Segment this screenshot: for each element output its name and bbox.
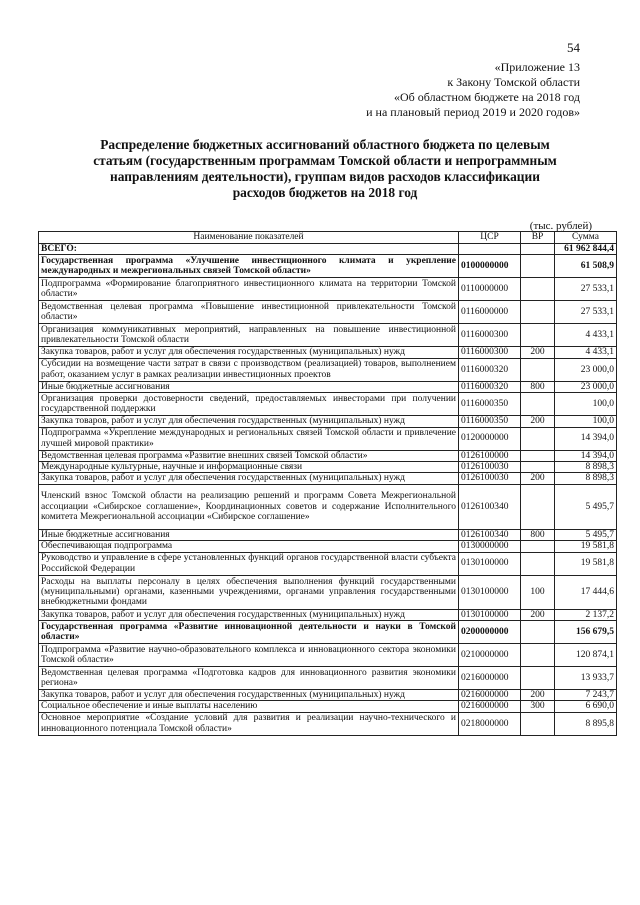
row-name-cell: Ведомственная целевая программа «Подготовка кадров для инновационного развития экономики региона»: [39, 667, 459, 690]
appendix-line: и на плановый период 2019 и 2020 годов»: [366, 105, 580, 119]
table-row: [39, 609, 617, 620]
row-sum-cell: 156 679,5: [555, 621, 617, 644]
row-csr-cell: 0130100000: [459, 552, 521, 575]
row-name-cell: Организация коммуникативных мероприятий, направленных на повышение инвестиционной привлекательности Томской области: [39, 324, 459, 347]
row-csr-cell: 0130100000: [459, 575, 521, 609]
row-name-cell: Ведомственная целевая программа «Развитие внешних связей Томской области»: [39, 450, 459, 461]
row-name-cell: Подпрограмма «Формирование благоприятного инвестиционного климата на территории Томской области»: [39, 278, 459, 301]
row-vr-cell: [521, 667, 555, 690]
header-name: Наименование показателей: [39, 232, 459, 244]
row-name-cell: Закупка товаров, работ и услуг для обеспечения государственных (муниципальных) нужд: [39, 416, 459, 427]
row-csr-cell: 0210000000: [459, 644, 521, 667]
row-csr-cell: 0116000320: [459, 381, 521, 392]
table-row: [39, 473, 617, 484]
row-name-cell: Иные бюджетные ассигнования: [39, 381, 459, 392]
row-csr-cell: 0126100000: [459, 450, 521, 461]
row-vr-cell: [521, 644, 555, 667]
row-vr-cell: [521, 278, 555, 301]
row-sum-cell: 27 533,1: [555, 278, 617, 301]
row-sum-cell: 5 495,7: [555, 529, 617, 540]
row-vr-cell: [521, 621, 555, 644]
budget-table: [38, 231, 617, 736]
table-row: [39, 529, 617, 540]
row-sum-cell: 14 394,0: [555, 427, 617, 450]
row-sum-cell: 27 533,1: [555, 301, 617, 324]
row-name-cell: Закупка товаров, работ и услуг для обеспечения государственных (муниципальных) нужд: [39, 690, 459, 701]
row-vr-cell: 300: [521, 701, 555, 712]
table-row: [39, 484, 617, 529]
table-row: [39, 712, 617, 735]
row-vr-cell: [521, 712, 555, 735]
table-row: [39, 575, 617, 609]
row-sum-cell: 4 433,1: [555, 324, 617, 347]
row-csr-cell: 0216000000: [459, 701, 521, 712]
row-name-cell: ВСЕГО:: [39, 244, 459, 255]
row-name-cell: Основное мероприятие «Создание условий для развития и реализации научно-технического и инновационного потенциала Томской области»: [39, 712, 459, 735]
row-sum-cell: 2 137,2: [555, 609, 617, 620]
appendix-line: «Приложение 13: [494, 60, 580, 74]
table-row: [39, 541, 617, 552]
row-vr-cell: [521, 462, 555, 473]
row-csr-cell: 0116000300: [459, 324, 521, 347]
page-number: 54: [567, 40, 580, 55]
table-row: [39, 552, 617, 575]
row-vr-cell: [521, 393, 555, 416]
row-sum-cell: 19 581,8: [555, 541, 617, 552]
row-sum-cell: 8 895,8: [555, 712, 617, 735]
row-name-cell: Государственная программа «Развитие инновационной деятельности и науки в Томской области»: [39, 621, 459, 644]
row-csr-cell: 0216000000: [459, 667, 521, 690]
header-csr: ЦСР: [459, 232, 521, 244]
row-csr-cell: 0126100340: [459, 529, 521, 540]
row-sum-cell: 61 962 844,4: [555, 244, 617, 255]
row-name-cell: Подпрограмма «Развитие научно-образовательного комплекса и инновационного сектора экономики Томской области»: [39, 644, 459, 667]
row-vr-cell: [521, 552, 555, 575]
appendix-line: к Закону Томской области: [447, 75, 580, 89]
row-csr-cell: 0130100000: [459, 609, 521, 620]
table-row: [39, 462, 617, 473]
table-row: [39, 427, 617, 450]
row-csr-cell: 0126100030: [459, 462, 521, 473]
row-vr-cell: [521, 358, 555, 381]
row-name-cell: Международные культурные, научные и информационные связи: [39, 462, 459, 473]
row-name-cell: Закупка товаров, работ и услуг для обеспечения государственных (муниципальных) нужд: [39, 347, 459, 358]
row-csr-cell: 0116000350: [459, 416, 521, 427]
row-name-cell: Иные бюджетные ассигнования: [39, 529, 459, 540]
row-csr-cell: [459, 244, 521, 255]
row-sum-cell: 8 898,3: [555, 473, 617, 484]
title-line: направлениям деятельности), группам видов расходов классификации: [110, 169, 540, 184]
row-vr-cell: [521, 484, 555, 529]
row-csr-cell: 0216000000: [459, 690, 521, 701]
row-vr-cell: [521, 255, 555, 278]
row-name-cell: Руководство и управление в сфере установленных функций органов государственной власти субъекта Российской Федерации: [39, 552, 459, 575]
table-body: [39, 244, 617, 736]
row-sum-cell: 13 933,7: [555, 667, 617, 690]
row-csr-cell: 0100000000: [459, 255, 521, 278]
row-sum-cell: 19 581,8: [555, 552, 617, 575]
row-vr-cell: 200: [521, 473, 555, 484]
row-sum-cell: 4 433,1: [555, 347, 617, 358]
row-vr-cell: 200: [521, 416, 555, 427]
table-header-row: [39, 232, 617, 244]
row-vr-cell: 100: [521, 575, 555, 609]
table-row: [39, 667, 617, 690]
row-csr-cell: 0116000350: [459, 393, 521, 416]
row-name-cell: Закупка товаров, работ и услуг для обеспечения государственных (муниципальных) нужд: [39, 609, 459, 620]
row-sum-cell: 17 444,6: [555, 575, 617, 609]
row-csr-cell: 0116000000: [459, 301, 521, 324]
row-csr-cell: 0126100030: [459, 473, 521, 484]
table-row: [39, 278, 617, 301]
row-sum-cell: 23 000,0: [555, 381, 617, 392]
table-row: [39, 690, 617, 701]
table-row: [39, 416, 617, 427]
row-vr-cell: [521, 427, 555, 450]
table-row: [39, 450, 617, 461]
table-row: [39, 244, 617, 255]
header-vr: ВР: [521, 232, 555, 244]
row-sum-cell: 100,0: [555, 416, 617, 427]
row-name-cell: Обеспечивающая подпрограмма: [39, 541, 459, 552]
table-row: [39, 301, 617, 324]
row-vr-cell: [521, 301, 555, 324]
row-sum-cell: 100,0: [555, 393, 617, 416]
row-name-cell: Организация проверки достоверности сведений, предоставляемых инвесторами при получении государственной поддержки: [39, 393, 459, 416]
row-sum-cell: 23 000,0: [555, 358, 617, 381]
row-csr-cell: 0200000000: [459, 621, 521, 644]
row-sum-cell: 120 874,1: [555, 644, 617, 667]
row-vr-cell: 200: [521, 690, 555, 701]
row-csr-cell: 0116000300: [459, 347, 521, 358]
row-vr-cell: 200: [521, 609, 555, 620]
row-csr-cell: 0116000320: [459, 358, 521, 381]
document-title: [80, 137, 570, 201]
row-sum-cell: 6 690,0: [555, 701, 617, 712]
row-vr-cell: 200: [521, 347, 555, 358]
row-vr-cell: [521, 324, 555, 347]
title-line: статьям (государственным программам Томской области и непрограммным: [93, 153, 557, 168]
row-sum-cell: 7 243,7: [555, 690, 617, 701]
row-name-cell: Государственная программа «Улучшение инвестиционного климата и укрепление международных и межрегиональных связей Томской области»: [39, 255, 459, 278]
row-vr-cell: 800: [521, 381, 555, 392]
header-sum: Сумма: [555, 232, 617, 244]
row-name-cell: Социальное обеспечение и иные выплаты населению: [39, 701, 459, 712]
row-name-cell: Членский взнос Томской области на реализацию решений и программ Совета Межрегиональной ассоциации «Сибирское соглашение», Координационных советов и содержание Исполнительного комитета Межрегиональной ассоциации «Сибирское соглашение»: [39, 484, 459, 529]
row-sum-cell: 14 394,0: [555, 450, 617, 461]
row-vr-cell: 800: [521, 529, 555, 540]
row-csr-cell: 0110000000: [459, 278, 521, 301]
appendix-line: «Об областном бюджете на 2018 год: [394, 90, 580, 104]
title-line: Распределение бюджетных ассигнований областного бюджета по целевым: [100, 137, 550, 152]
title-line: расходов бюджетов на 2018 год: [232, 185, 418, 200]
table-row: [39, 393, 617, 416]
row-csr-cell: 0126100340: [459, 484, 521, 529]
table-row: [39, 621, 617, 644]
table-row: [39, 347, 617, 358]
table-row: [39, 324, 617, 347]
row-csr-cell: 0218000000: [459, 712, 521, 735]
row-sum-cell: 61 508,9: [555, 255, 617, 278]
row-name-cell: Закупка товаров, работ и услуг для обеспечения государственных (муниципальных) нужд: [39, 473, 459, 484]
table-row: [39, 644, 617, 667]
table-row: [39, 381, 617, 392]
table-row: [39, 255, 617, 278]
row-name-cell: Ведомственная целевая программа «Повышение инвестиционной привлекательности Томской области»: [39, 301, 459, 324]
row-sum-cell: 8 898,3: [555, 462, 617, 473]
appendix-heading: [280, 60, 580, 120]
row-vr-cell: [521, 541, 555, 552]
row-name-cell: Расходы на выплаты персоналу в целях обеспечения выполнения функций государственными (муниципальными) органами, казенными учреждениями, органами управления государственными внебюджетными фондами: [39, 575, 459, 609]
row-sum-cell: 5 495,7: [555, 484, 617, 529]
units-label: (тыс. рублей): [529, 220, 592, 232]
row-vr-cell: [521, 244, 555, 255]
table-row: [39, 358, 617, 381]
row-csr-cell: 0130000000: [459, 541, 521, 552]
row-name-cell: Субсидии на возмещение части затрат в связи с производством (реализацией) товаров, выполнением работ, оказанием услуг в рамках реализации инвестиционных проектов: [39, 358, 459, 381]
table-row: [39, 701, 617, 712]
row-csr-cell: 0120000000: [459, 427, 521, 450]
row-vr-cell: [521, 450, 555, 461]
row-name-cell: Подпрограмма «Укрепление международных и региональных связей Томской области и привлечение лучшей мировой практики»: [39, 427, 459, 450]
